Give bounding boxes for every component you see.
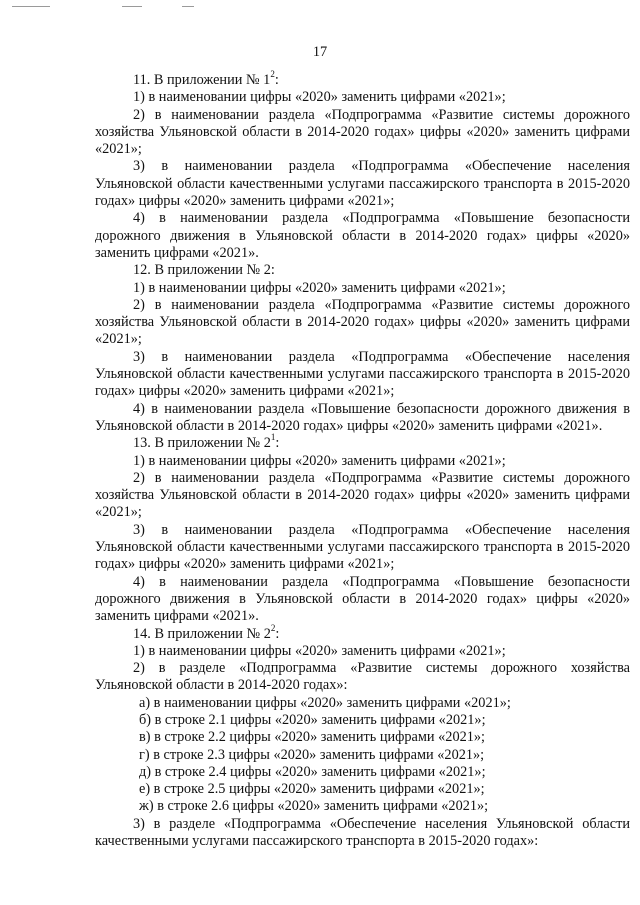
paragraph-text: ж) в строке 2.6 цифры «2020» заменить цифрами «2021»; <box>139 798 489 815</box>
paragraph <box>95 622 630 643</box>
paragraph <box>95 660 630 695</box>
paragraph-text: е) в строке 2.5 цифры «2020» заменить цифрами «2021»; <box>139 781 485 798</box>
paragraph <box>95 643 630 660</box>
paragraph-text: а) в наименовании цифры «2020» заменить цифрами «2021»; <box>139 694 511 711</box>
paragraph <box>95 574 630 626</box>
document-body <box>95 69 630 850</box>
paragraph <box>95 69 630 89</box>
superscript: 2 <box>270 69 275 80</box>
paragraph <box>95 297 630 349</box>
paragraph-text: 3) в наименовании раздела «Подпрограмма «Обеспечение населения Ульяновской области качественными услугами пассажирского транспорта в 2015-2020 годах» цифры «2020» заменить цифрами «2021»; <box>95 348 630 400</box>
paragraph-text: 13. В приложении № 2 <box>133 435 271 452</box>
paragraph-suffix: : <box>275 625 280 642</box>
superscript: 2 <box>270 622 276 633</box>
paragraph <box>95 747 630 764</box>
paragraph-text: 3) в наименовании раздела «Подпрограмма «Обеспечение населения Ульяновской области качественными услугами пассажирского транспорта в 2015-2020 годах» цифры «2020» заменить цифрами «2021»; <box>95 158 630 210</box>
paragraph-text: 1) в наименовании цифры «2020» заменить цифрами «2021»; <box>133 642 506 659</box>
page-number: 17 <box>312 44 328 60</box>
paragraph-text: в) в строке 2.2 цифры «2020» заменить цифрами «2021»; <box>139 729 486 746</box>
paragraph <box>95 280 630 297</box>
paragraph <box>95 816 630 851</box>
paragraph <box>95 158 630 210</box>
paragraph-text: 1) в наименовании цифры «2020» заменить цифрами «2021»; <box>133 89 506 106</box>
paragraph-text: б) в строке 2.1 цифры «2020» заменить цифрами «2021»; <box>139 711 486 728</box>
paragraph <box>95 210 630 262</box>
paragraph-text: 11. В приложении № 1 <box>133 72 271 88</box>
paragraph <box>95 712 630 729</box>
paragraph-text: 3) в наименовании раздела «Подпрограмма «Обеспечение населения Ульяновской области качественными услугами пассажирского транспорта в 2015-2020 годах» цифры «2020» заменить цифрами «2021»; <box>95 521 630 573</box>
paragraph <box>95 695 630 712</box>
paragraph <box>95 798 630 815</box>
paragraph-text: 4) в наименовании раздела «Повышение безопасности дорожного движения в Ульяновской области в 2014-2020 годах» цифры «2020» заменить цифрами «2021». <box>95 400 630 434</box>
paragraph-text: д) в строке 2.4 цифры «2020» заменить цифрами «2021»; <box>139 763 486 780</box>
paragraph <box>95 89 630 106</box>
paragraph-text: 2) в наименовании раздела «Подпрограмма «Развитие системы дорожного хозяйства Ульяновской области в 2014-2020 годах» цифры «2020» заменить цифрами «2021»; <box>95 469 630 521</box>
paragraph-text: 12. В приложении № 2: <box>133 262 275 279</box>
paragraph-suffix: : <box>275 435 280 452</box>
paragraph <box>95 349 630 401</box>
paragraph-text: 2) в наименовании раздела «Подпрограмма «Развитие системы дорожного хозяйства Ульяновской области в 2014-2020 годах» цифры «2020» заменить цифрами «2021»; <box>95 106 630 158</box>
paragraph <box>95 262 630 279</box>
paragraph <box>95 764 630 781</box>
paragraph-text: 2) в наименовании раздела «Подпрограмма «Развитие системы дорожного хозяйства Ульяновской области в 2014-2020 годах» цифры «2020» заменить цифрами «2021»; <box>95 296 630 348</box>
paragraph <box>95 453 630 470</box>
paragraph-text: 3) в разделе «Подпрограмма «Обеспечение населения Ульяновской области качественными услугами пассажирского транспорта в 2015-2020 годах»: <box>95 815 630 850</box>
paragraph-text: 1) в наименовании цифры «2020» заменить цифрами «2021»; <box>133 279 506 296</box>
paragraph <box>95 470 630 522</box>
scan-artifact <box>12 6 312 12</box>
paragraph <box>95 522 630 574</box>
paragraph-text: 2) в разделе «Подпрограмма «Развитие системы дорожного хозяйства Ульяновской области в 2014-2020 годах»: <box>95 660 630 694</box>
paragraph-text: 4) в наименовании раздела «Подпрограмма «Повышение безопасности дорожного движения в Ульяновской области в 2014-2020 годах» цифры «2020» заменить цифрами «2021». <box>95 573 630 625</box>
paragraph-text: 1) в наименовании цифры «2020» заменить цифрами «2021»; <box>133 452 506 469</box>
paragraph <box>95 432 630 452</box>
paragraph <box>95 107 630 159</box>
paragraph-text: г) в строке 2.3 цифры «2020» заменить цифрами «2021»; <box>139 746 485 763</box>
superscript: 1 <box>270 432 276 443</box>
paragraph <box>95 401 630 436</box>
paragraph-suffix: : <box>274 72 279 88</box>
paragraph-text: 4) в наименовании раздела «Подпрограмма «Повышение безопасности дорожного движения в Ульяновской области в 2014-2020 годах» цифры «2020» заменить цифрами «2021». <box>95 210 630 261</box>
paragraph-text: 14. В приложении № 2 <box>133 625 271 642</box>
paragraph <box>95 729 630 746</box>
paragraph <box>95 781 630 798</box>
